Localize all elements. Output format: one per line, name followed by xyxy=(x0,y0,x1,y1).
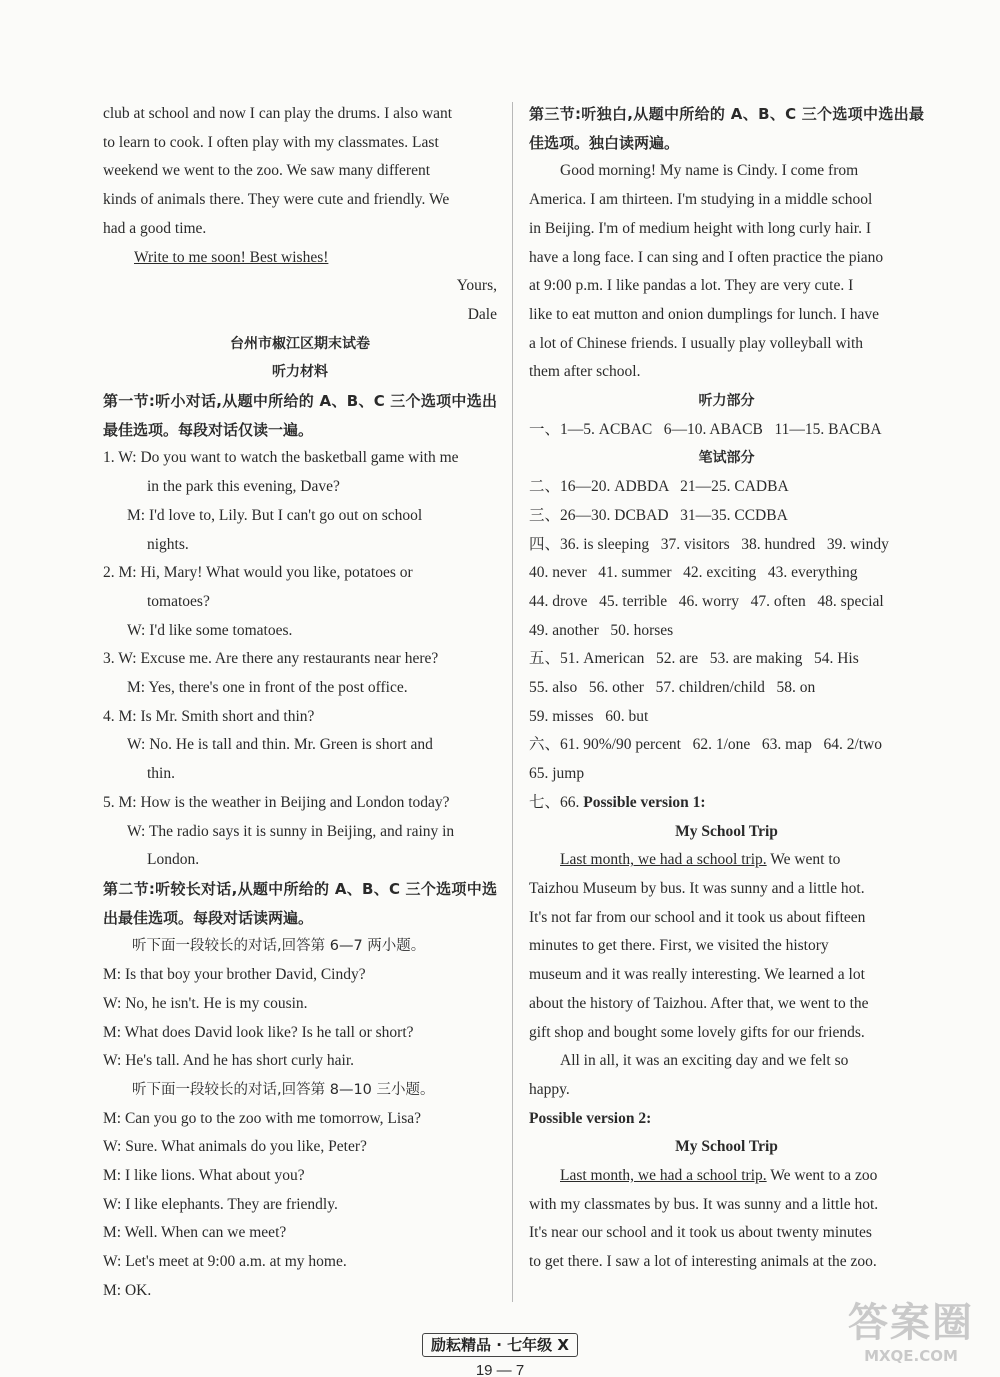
dialogue-line: W: Let's meet at 9:00 a.m. at my home. xyxy=(103,1253,347,1271)
column-divider xyxy=(512,102,513,1302)
question-3: 3. W: Excuse me. Are there any restaurants near here? M: Yes, there's one in front of the post office. xyxy=(103,650,439,697)
dialogue-line: M: What does David look like? Is he tall or short? xyxy=(103,1023,414,1041)
answer-line: 59. misses 60. but xyxy=(529,707,649,725)
dialogue-line: W: No, he isn't. He is my cousin. xyxy=(103,994,308,1012)
answer-line: 三、26—30. DCBAD 31—35. CCDBA xyxy=(529,506,788,524)
listening-answers-title: 听力部分 xyxy=(698,393,755,410)
answer-line: 六、61. 90%/90 percent 62. 1/one 63. map 64. 2/two xyxy=(529,736,883,754)
answer-line: 四、36. is sleeping 37. visitors 38. hundred 39. windy xyxy=(529,535,889,553)
dialogue-line: W: I like elephants. They are friendly. xyxy=(103,1195,338,1213)
letter-signature: Dale xyxy=(467,305,497,323)
answer-line-essay: 七、66. Possible version 1: xyxy=(529,793,706,811)
dialogue-1 xyxy=(103,961,497,1076)
essay2-title: My School Trip xyxy=(675,1138,778,1156)
monologue: Good morning! My name is Cindy. I come from America. I am thirteen. I'm studying in a middle school in Beijing. I'm of medium height with long curly hair. I have a long face. I can sing and I often practice the piano at 9:00 p.m. I like pandas a lot. They are very cute. I like to eat mutton and onion dumplings for lunch. I have a lot of Chinese friends. I usually play volleyball with them after school. xyxy=(529,162,884,381)
writing-answers-title: 笔试部分 xyxy=(698,450,755,467)
dialogue-line: W: Sure. What animals do you like, Peter? xyxy=(103,1138,367,1156)
right-column xyxy=(529,100,924,1277)
dialogue-line: M: I like lions. What about you? xyxy=(103,1167,305,1185)
part2-intro: 听下面一段较长的对话,回答第 8—10 三小题。 xyxy=(132,1081,435,1098)
essay-2: Last month, we had a school trip. We went to a zoo with my classmates by bus. It was sunny and a little hot. It's near our school and it took us about twenty minutes to get there. I saw a lot of interesting animals at the zoo. xyxy=(529,1167,879,1271)
answer-line: 五、51. American 52. are 53. are making 54. His xyxy=(529,650,859,668)
dialogue-line: M: OK. xyxy=(103,1281,152,1299)
section-title: 听力材料 xyxy=(272,364,328,381)
left-column xyxy=(103,100,497,1306)
exam-title: 台州市椒江区期末试卷 xyxy=(230,335,370,352)
part1-heading: 第一节:听小对话,从题中所给的 A、B、C 三个选项中选出最佳选项。每段对话仅读一遍。 xyxy=(103,392,497,439)
brand-badge: 励耘精品 · 七年级 X xyxy=(422,1333,578,1357)
essay1-title: My School Trip xyxy=(675,822,778,840)
letter-line: weekend we went to the zoo. We saw many different xyxy=(103,162,431,180)
dialogue-line: W: He's tall. And he has short curly hair. xyxy=(103,1052,355,1070)
essay-1: Last month, we had a school trip. We went to Taizhou Museum by bus. It was sunny and a little hot. It's not far from our school and it took us about fifteen minutes to get there. First, we visited the history museum and it was really interesting. We learned a lot about the history of Taizhou. After that, we went to the gift shop and bought some lovely gifts for our friends. All in all, it was an exciting day and we felt so happy. xyxy=(529,851,869,1098)
part2-intro: 听下面一段较长的对话,回答第 6—7 两小题。 xyxy=(132,938,426,955)
letter-line: kinds of animals there. They were cute and friendly. We xyxy=(103,191,450,209)
page-number: 19 — 7 xyxy=(475,1362,525,1377)
dialogue-2 xyxy=(103,1105,497,1306)
letter-line: to learn to cook. I often play with my classmates. Last xyxy=(103,133,439,151)
dialogue-line: M: Is that boy your brother David, Cindy? xyxy=(103,966,366,984)
dialogue-line: M: Can you go to the zoo with me tomorrow, Lisa? xyxy=(103,1109,421,1127)
part2-heading: 第二节:听较长对话,从题中所给的 A、B、C 三个选项中选出最佳选项。每段对话读两遍。 xyxy=(103,879,497,927)
answer-line: 40. never 41. summer 42. exciting 43. everything xyxy=(529,564,858,582)
question-5: 5. M: How is the weather in Beijing and London today? W: The radio says it is sunny in Beijing, and rainy in London. xyxy=(103,793,455,869)
answer-line: 一、1—5. ACBAC 6—10. ABACB 11—15. BACBA xyxy=(529,420,882,438)
part3-heading: 第三节:听独白,从题中所给的 A、B、C 三个选项中选出最佳选项。独白读两遍。 xyxy=(529,105,924,152)
question-2: 2. M: Hi, Mary! What would you like, potatoes or tomatoes? W: I'd like some tomatoes. xyxy=(103,564,413,639)
letter-closing: Write to me soon! Best wishes! xyxy=(134,248,329,266)
answer-line: 55. also 56. other 57. children/child 58. on xyxy=(529,679,816,697)
answer-line: 44. drove 45. terrible 46. worry 47. often 48. special xyxy=(529,592,884,610)
dialogue-line: M: Well. When can we meet? xyxy=(103,1224,287,1242)
letter-line: club at school and now I can play the drums. I also want xyxy=(103,105,453,122)
watermark-logo: 答案圈 MXQE.COM xyxy=(848,1300,974,1365)
version1-label: Possible version 1: xyxy=(583,793,706,811)
answer-line: 49. another 50. horses xyxy=(529,621,674,639)
answer-line: 65. jump xyxy=(529,765,585,783)
question-1: 1. W: Do you want to watch the basketball game with me in the park this evening, Dave? M: I'd love to, Lily. But I can't go out on school nights. xyxy=(103,449,459,553)
answer-line: 二、16—20. ADBDA 21—25. CADBA xyxy=(529,478,789,496)
letter-line: had a good time. xyxy=(103,219,207,237)
version2-label: Possible version 2: xyxy=(529,1109,652,1127)
letter-signoff: Yours, xyxy=(456,277,497,295)
question-4: 4. M: Is Mr. Smith short and thin? W: No. He is tall and thin. Mr. Green is short and thin. xyxy=(103,707,433,783)
